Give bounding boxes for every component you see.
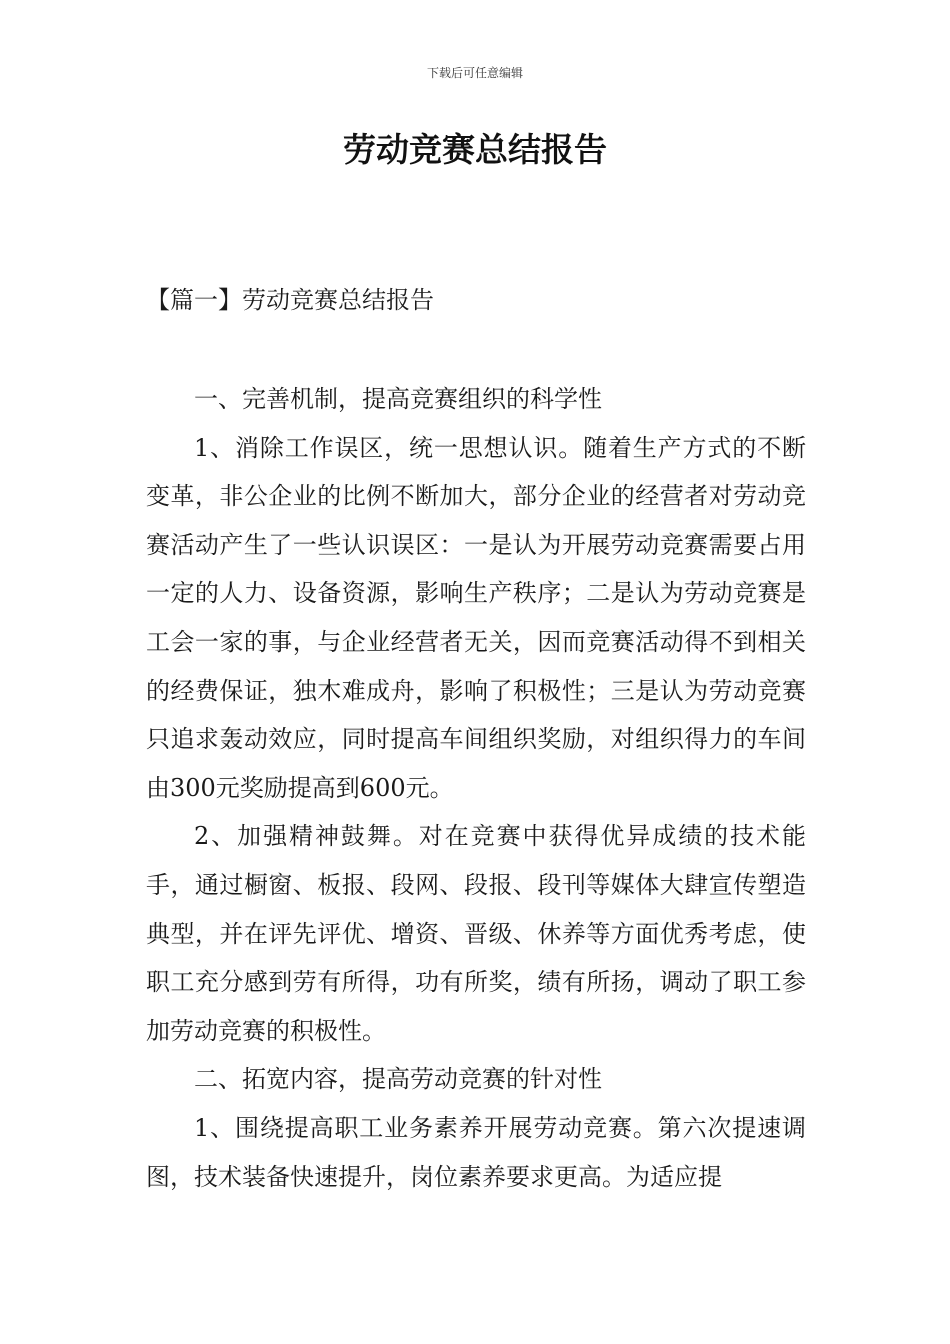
- paragraph: 1、消除工作误区，统一思想认识。随着生产方式的不断变革，非公企业的比例不断加大，部分企业的经营者对劳动竞赛活动产生了一些认识误区：一是认为开展劳动竞赛需要占用一定的人力、设备资源，影响生产秩序；二是认为劳动竞赛是工会一家的事，与企业经营者无关，因而竞赛活动得不到相关的经费保证，独木难成舟，影响了积极性；三是认为劳动竞赛只追求轰动效应，同时提高车间组织奖励，对组织得力的车间由300元奖励提高到600元。: [146, 433, 806, 802]
- paragraph-heading-2: 二、拓宽内容，提高劳动竞赛的针对性: [194, 1065, 602, 1094]
- paragraph-heading-1: 一、完善机制，提高竞赛组织的科学性: [194, 385, 602, 413]
- paragraph: 1、围绕提高职工业务素养开展劳动竞赛。第六次提速调图，技术装备快速提升，岗位素养要求更高。为适应提: [146, 1113, 806, 1191]
- document-title: 劳动竞赛总结报告: [343, 130, 607, 169]
- paragraph: 2、加强精神鼓舞。对在竞赛中获得优异成绩的技术能手，通过橱窗、板报、段网、段报、段刊等媒体大肆宣传塑造典型，并在评先评优、增资、晋级、休养等方面优秀考虑，使职工充分感到劳有所得，功有所奖，绩有所扬，调动了职工参加劳动竞赛的积极性。: [146, 822, 806, 1045]
- section-heading: 【篇一】劳动竞赛总结报告: [146, 286, 434, 314]
- header-note: 下载后可任意编辑: [426, 66, 523, 80]
- document-body: [146, 375, 806, 1201]
